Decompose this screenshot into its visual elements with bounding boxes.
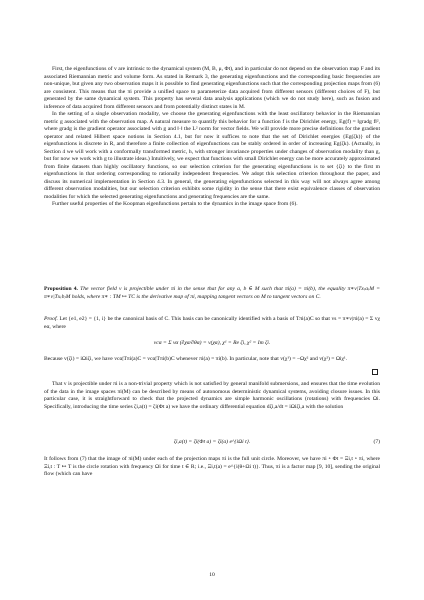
proof-label: Proof. (44, 316, 58, 322)
text-column-top (44, 66, 380, 209)
paragraph-time-evolution: That v is projectible under πi is a non-trivial property which is not satisfied by general manifold submersions, and ensures that the time evolution of the data in the image spaces πi(M) can be described by means of autonomous deterministic dynamical systems, avoiding closure issues. In this particular case, it is straightforward to check that the projected dynamics are simple harmonic oscillations (rotations) with frequencies Ωi. Specifically, introducing the time series ζi,a(t) = ζi(Φt a) we have the ordinary differential equation dζi,a/dt = iΩiζi,a with the solution (44, 381, 380, 410)
page-number: 10 (209, 572, 215, 578)
proof-text-projectible: Because v(ζi) = iΩiζi, we have vcα|Tπi(a)C = vcα|Tπi(b)C whenever πi(a) = πi(b). In particular, note that v(χ¹) = −Ωχ² and v(χ²) = Ωiχ¹. (44, 356, 348, 362)
proof-equation: vcα = Σ vα (∂χα/∂θα) = v(χα), χ¹ = Re ζi, χ² = Im ζi. (153, 340, 271, 346)
qed-box-icon (372, 369, 378, 375)
proposition-statement: The vector field v is projectible under πi in the sense that for any a, b ∈ M such that πi(a) = πi(b), the equality π∗v|Tx₍a₎M = π∗v|Tx₍b₎M holds, where π∗ : TM ↦ TC is the derivative map of πi, mapping tangent vectors on M to tangent vectors on C. (44, 286, 380, 300)
equation-7-number: (7) (373, 439, 380, 445)
proposition-label: Proposition 4. (44, 286, 78, 292)
paragraph-factor-map-block (44, 456, 380, 479)
proof-block-end (44, 356, 380, 364)
paragraph-intrinsic-eigenfunctions: First, the eigenfunctions of v are intrinsic to the dynamical system (M, B, μ, Φt), and in particular do not depend on the observation map F and its associated Riemannian metric and volume form. As stated in Remark 3, the generating eigenfunctions and the corresponding basic frequencies are non-unique, but given any two observation maps it is possible to find generating eigenfunctions such that the corresponding projection maps from (6) are consistent. This means that the πi provide a unified space to parameterize data acquired from different sensors (different choices of F), but generated by the same dynamical system. This property has several data analysis applications (which we do not study here), such as fusion and inference of data acquired from different sensors and from potentially distinct states in M. (44, 66, 380, 110)
proof-text-basis: Let {e1, e2} = {1, i} be the canonical basis of C. This basis can be canonically identified with a basis of Tπi(a)C so that vs = π∗v|πi(a) = Σ vχ eα, where (44, 316, 380, 330)
equation-7: ζi,a(t) = ζi(Φt a) = ζi(a) e^{iΩi t}. (173, 439, 251, 445)
paragraph-further-properties: Further useful properties of the Koopman eigenfunctions pertain to the dynamics in the image space from (6). (52, 201, 298, 207)
paragraph-factor-map: It follows from (7) that the image of πi(M) under each of the projection maps πi is the full unit circle. Moreover, we have πi ∘ Φt = Ξi,t ∘ πi, where Ξi,t : T ↦ T is the circle rotation with frequency Ωi for time t ∈ R; i.e., Ξi,t(a) = e^{i(θ+Ωi t)}. Thus, πi is a factor map [9, 10], sending the original flow (which can have (44, 456, 380, 477)
proposition-block (44, 286, 380, 301)
paragraph-time-evolution-block (44, 381, 380, 411)
proof-block-start (44, 316, 380, 331)
paragraph-dirichlet-energy: In the setting of a single observation modality, we choose the generating eigenfunctions with the least oscillatory behavior in the Riemannian metric g associated with the observation map. A natural measure to quantify this behavior for a function f is the Dirichlet energy, Eg(f) = ‖gradg f‖², where gradg is the gradient operator associated with g and ‖·‖ the L² norm for vector fields. We will provide more precise definitions for the gradient operator and related Hilbert space notions in Section 4.1, but for now it suffices to note that the set of Dirichlet energies {Eg(ζk)} of the eigenfunctions is discrete in R, and therefore a finite collection of eigenfunctions can be stably ordered in order of increasing Eg(ζk). (Actually, in Section 4 we will work with a conformally transformed metric, h, with stronger invariance properties under changes of observation modality than g, but for now we work with g to illustrate ideas.) Intuitively, we expect that functions with small Dirichlet energy can be more accurately approximated from finite datasets than highly oscillatory functions, so our selection criterion for the generating eigenfunctions is to set {ζi} to the first m eigenfunctions in that ordering corresponding to rationally independent frequencies. We adopt this selection criterion throughout the paper, and discuss its numerical implementation in Section 4.3. In general, the generating eigenfunctions selected in this way will not always agree among different observation modalities, but our selection criterion exhibits some rigidity in the sense that there exist equivalence classes of observation modalities for which the selected generating eigenfunctions and generating frequencies are the same. (44, 111, 380, 200)
